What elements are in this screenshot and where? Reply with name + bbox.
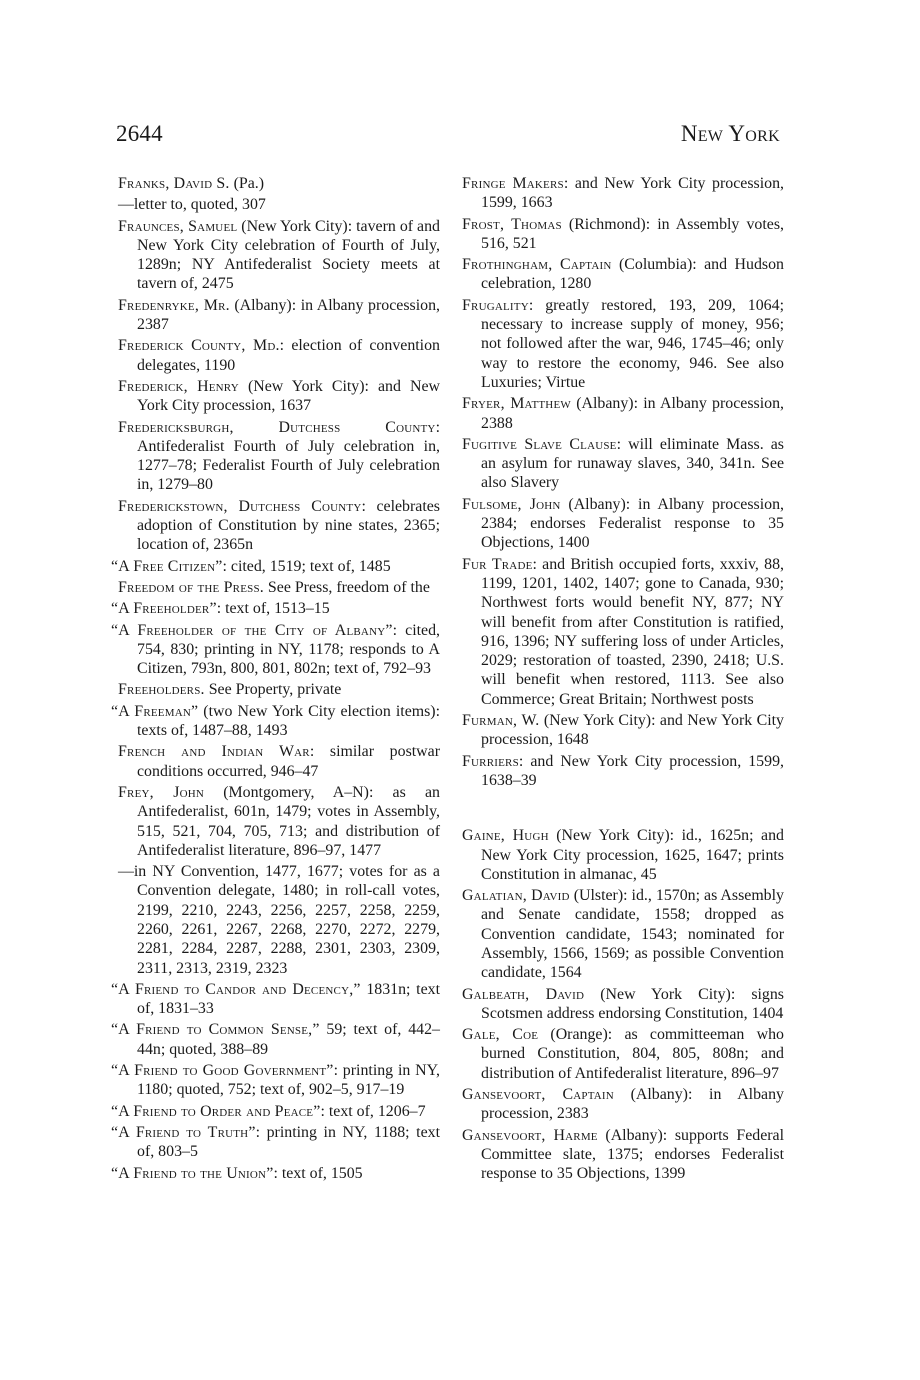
index-entry-heading: Galatian, David [462, 887, 570, 905]
index-entry-text: (Montgomery, A–N): as an Antifederalist, 601n, 1479; votes in Assembly, 515, 521, 704, 705, 713; and distribution of Antifederalist literature, 896–97, 1477 [137, 783, 440, 859]
index-entry [462, 752, 784, 791]
index-entry-text: : text of, 1513–15 [216, 600, 330, 618]
index-entry-heading: Freeholders. [118, 681, 205, 699]
index-entry [462, 1085, 784, 1124]
index-entry [118, 296, 440, 335]
index-entry-text: (Pa.) [229, 175, 265, 192]
index-entry [462, 555, 784, 709]
index-entry [118, 174, 440, 193]
index-entry-heading: Fredericksburgh, Dutchess County [118, 418, 436, 436]
index-entry-text: 59; text of, 442–44n; quoted, 388–89 [137, 1021, 440, 1058]
index-entry-text: (Albany): in Albany procession, 2388 [481, 395, 784, 432]
index-entry-text: (Albany): in Albany procession, 2387 [137, 296, 440, 334]
index-entry [462, 826, 784, 884]
index-entry-text: : and New York City procession, 1599, 1663 [481, 175, 784, 212]
index-entry [118, 783, 440, 860]
index-entry-heading: Freedom of the Press. [118, 578, 264, 596]
index-entry-text: (Albany): in Albany procession, 2383 [481, 1086, 784, 1123]
index-entry-text: (Orange): as committeeman who burned Constitution, 804, 805, 808n; and distribution of Antifederalist literature, 896–97 [481, 1026, 784, 1082]
index-entry-text: —letter to, quoted, 307 [118, 196, 266, 214]
index-entry-heading: “A Friend to Good Government” [111, 1062, 334, 1080]
index-entry [462, 1025, 784, 1083]
index-entry-heading: “A Friend to Order and Peace” [111, 1102, 321, 1120]
index-entry-text: (Richmond): in Assembly votes, 516, 521 [481, 215, 784, 252]
running-head: New York [680, 121, 780, 146]
index-entry-heading: “A Friend to Common Sense,” [111, 1021, 320, 1039]
index-entry [118, 217, 440, 294]
index-entry-heading: Fraunces, Samuel [118, 217, 238, 235]
index-entry-text: (New York City): and New York City procession, 1637 [137, 377, 440, 415]
index-entry-heading: “A Free Citizen” [111, 557, 223, 575]
index-entry-heading: Fredenryke, Mr. [118, 296, 230, 314]
index-entry [462, 215, 784, 254]
index-entry-text: : printing in NY, 1180; quoted, 752; text of, 902–5, 917–19 [137, 1062, 441, 1099]
index-entry-text: See Press, freedom of the [263, 578, 430, 596]
index-entry-text: : greatly restored, 193, 209, 1064; necessary to increase supply of money, 956; not followed after the war, 946, 1745–46; only way to restore the economy, 946. See also Luxuries; Virtue [481, 296, 784, 391]
index-entry [111, 1164, 440, 1183]
page-number: 2644 [116, 121, 163, 146]
index-entry-text: : Antifederalist Fourth of July celebration in, 1277–78; Federalist Fourth of July celebration in, 1279–80 [137, 418, 440, 494]
index-entry [118, 578, 440, 597]
index-entry-heading: Gaine, Hugh [462, 827, 549, 845]
index-entry-heading: “A Freeholder of the City of Albany” [111, 621, 393, 639]
index-entry-text: : election of convention delegates, 1190 [137, 337, 440, 374]
index-entry [111, 1123, 441, 1162]
index-entry-text: : printing in NY, 1188; text of, 803–5 [137, 1123, 441, 1161]
index-entry [462, 174, 784, 213]
index-entry [118, 377, 440, 416]
index-entry-heading: Fur Trade [462, 555, 533, 573]
index-entry-heading: Frederick County, Md. [118, 337, 280, 355]
index-entry-text: (Albany): in Albany procession, 2384; endorses Federalist response to 35 Objections, 1400 [481, 495, 784, 552]
right-column [462, 174, 784, 1186]
index-entry-text: (New York City): id., 1625n; and New York City procession, 1625, 1647; prints Constitution in almanac, 45 [481, 827, 784, 883]
index-entry [118, 195, 440, 214]
index-entry-text: See Property, private [204, 681, 342, 699]
index-entry [462, 394, 784, 433]
index-entry-heading: Fulsome, John [462, 495, 561, 513]
index-entry-heading: Frey, John [118, 783, 205, 801]
index-entry-heading: Fugitive Slave Clause [462, 435, 617, 453]
index-entry [462, 985, 784, 1024]
index-entry [111, 980, 440, 1019]
index-entry-heading: Frederickstown, Dutchess County [118, 497, 362, 515]
index-entry-heading: Frothingham, Captain [462, 256, 612, 274]
index-entry [462, 1126, 784, 1184]
index-entry [111, 621, 440, 679]
index-entry-heading: “A Freeman” [111, 702, 199, 720]
index-entry-text: (two New York City election items): texts of, 1487–88, 1493 [137, 702, 440, 740]
index-entry [118, 680, 440, 699]
index-entry [111, 1102, 440, 1121]
index-entry [111, 702, 440, 741]
index-entry-heading: Frugality [462, 296, 529, 314]
index-entry-text: : similar postwar conditions occurred, 946–47 [137, 743, 440, 780]
index-entry-text: : and British occupied forts, xxxiv, 88, 1199, 1201, 1402, 1407; gone to Canada, 930; Northwest forts would benefit NY, 877; NY will benefit from after Constitution is ratified, 916, 1396; NY suffering loss of under Articles, 2029; restoration of toasted, 2390, 2418; U.S. will benefit when restored, 1113. See also Commerce; Great Britain; Northwest posts [481, 555, 784, 708]
index-entry [462, 255, 784, 294]
index-entry-text: (Columbia): and Hudson celebration, 1280 [481, 256, 784, 293]
index-entry-text: : celebrates adoption of Constitution by nine states, 2365; location of, 2365n [137, 497, 440, 554]
index-entry [111, 1020, 440, 1059]
index-entry-heading: “A Friend to Candor and Decency,” [111, 980, 361, 998]
index-entry-text: : text of, 1206–7 [320, 1102, 426, 1120]
index-entry-text: (New York City): tavern of and New York City celebration of Fourth of July, 1289n; NY Antifederalist Society meets at tavern of, 2475 [137, 217, 440, 293]
index-entry-heading: Furriers [462, 752, 519, 770]
index-entry [118, 336, 440, 375]
index-entry-heading: Furman, W. [462, 712, 540, 730]
index-entry-heading: Fringe Makers [462, 175, 564, 192]
index-entry-heading: Fryer, Matthew [462, 395, 571, 413]
index-entry-heading: “A Freeholder” [111, 600, 217, 618]
index-entry-text: (Ulster): id., 1570n; as Assembly and Senate candidate, 1558; dropped as Convention candidate, 1543; nominated for Assembly, 1566, 1569; as possible Convention candidate, 1564 [481, 887, 784, 982]
index-entry [118, 862, 440, 978]
index-entry-heading: Gansevoort, Harme [462, 1126, 598, 1144]
index-entry-text: (Albany): supports Federal Committee slate, 1375; endorses Federalist response to 35 Objections, 1399 [481, 1126, 785, 1183]
index-entry-heading: “A Friend to the Union” [111, 1164, 274, 1182]
index-entry-text: : text of, 1505 [273, 1164, 363, 1182]
index-entry [118, 418, 440, 495]
index-entry [118, 497, 440, 555]
index-entry-heading: Franks, David S. [118, 175, 230, 192]
index-entry-heading: French and Indian War [118, 743, 310, 761]
index-entry-text: (New York City): signs Scotsmen address endorsing Constitution, 1404 [481, 985, 784, 1022]
index-entry-text: : and New York City procession, 1599, 1638–39 [481, 752, 784, 789]
index-entry-heading: Galbeath, David [462, 985, 585, 1003]
index-entry-heading: Gansevoort, Captain [462, 1086, 614, 1104]
index-entry-text: —in NY Convention, 1477, 1677; votes for as a Convention delegate, 1480; in roll-call votes, 2199, 2210, 2243, 2256, 2257, 2258, 2259, 2260, 2261, 2267, 2268, 2270, 2272, 2279, 2281, 2284, 2287, 2288, 2301, 2303, 2309, 2311, 2313, 2319, 2323 [118, 863, 440, 977]
index-entry [462, 711, 784, 750]
index-entry [118, 742, 440, 781]
index-entry-heading: Frost, Thomas [462, 215, 562, 233]
index-entry-text: : cited, 754, 830; printing in NY, 1178; responds to A Citizen, 793n, 800, 801, 802n; text of, 792–93 [137, 621, 440, 678]
index-entry-heading: Frederick, Henry [118, 377, 239, 395]
index-entry [462, 296, 784, 392]
index-entry-heading: “A Friend to Truth” [111, 1123, 256, 1141]
index-entry [111, 1061, 441, 1100]
left-column [111, 174, 441, 1185]
index-entry [462, 886, 784, 982]
index-entry-heading: Gale, Coe [462, 1026, 539, 1044]
index-entry [111, 557, 440, 576]
index-entry-text: 1831n; text of, 1831–33 [137, 980, 440, 1018]
index-entry-text: : will eliminate Mass. as an asylum for runaway slaves, 340, 341n. See also Slavery [481, 435, 784, 492]
index-entry [462, 435, 784, 493]
index-entry [111, 599, 440, 618]
index-entry [462, 495, 784, 553]
index-entry-text: (New York City): and New York City procession, 1648 [481, 712, 784, 749]
index-entry-text: : cited, 1519; text of, 1485 [222, 557, 391, 575]
